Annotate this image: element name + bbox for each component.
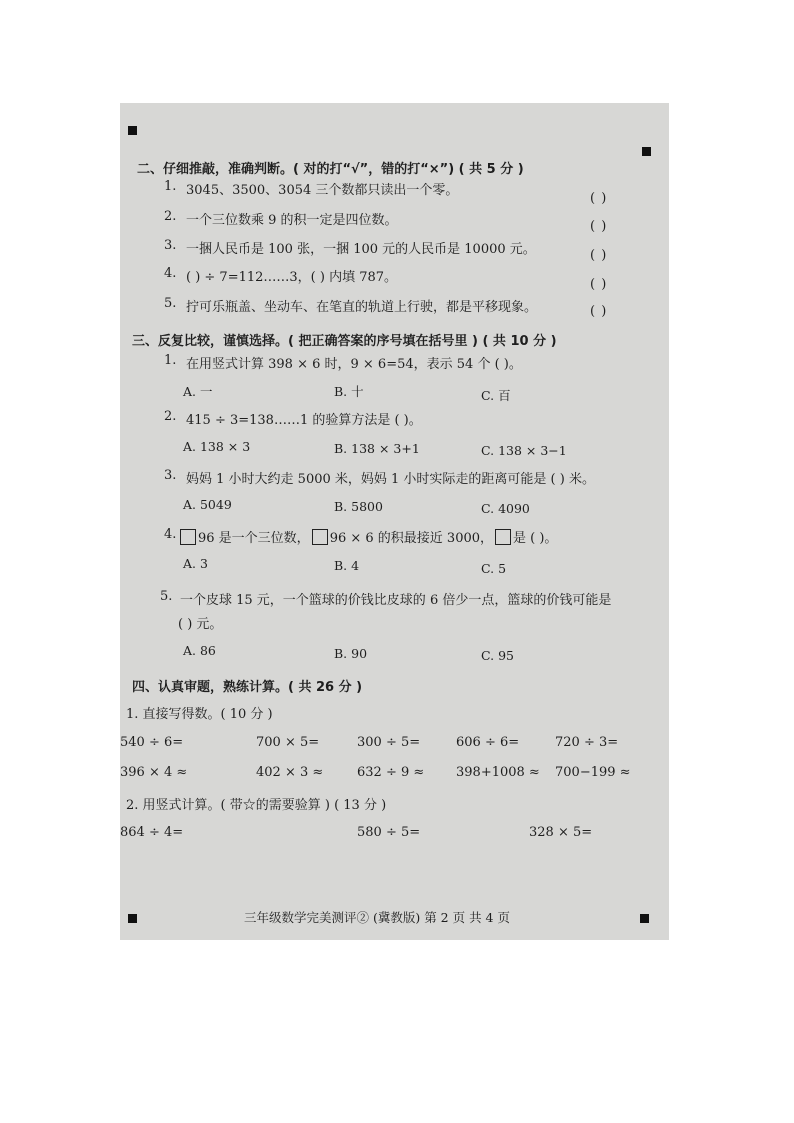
s3-q2-number: 2. xyxy=(164,409,177,424)
s2-item-text: 拧可乐瓶盖、坐动车、在笔直的轨道上行驶，都是平移现象。 xyxy=(186,300,538,315)
option-a: A. 5049 xyxy=(183,497,232,512)
s2-item-number: 1. xyxy=(164,179,177,194)
s2-item-text: 一个三位数乘 9 的积一定是四位数。 xyxy=(186,213,398,228)
calc-item: 398+1008 ≈ xyxy=(456,765,540,780)
s4-sub2: 2. 用竖式计算。( 带☆的需要验算 ) ( 13 分 ) xyxy=(126,798,387,813)
s3-q5-number: 5. xyxy=(160,589,173,604)
calc-item: 606 ÷ 6= xyxy=(456,735,520,750)
option-c: C. 5 xyxy=(481,561,507,576)
answer-parentheses[interactable]: ( ) xyxy=(590,304,608,319)
page-footer: 三年级数学完美测评② (冀教版) 第 2 页 共 4 页 xyxy=(244,910,510,925)
s3-q5-text-line2: ( ) 元。 xyxy=(178,617,223,632)
s2-item-number: 3. xyxy=(164,238,177,253)
section4-heading: 四、认真审题，熟练计算。( 共 26 分 ) xyxy=(132,680,363,695)
answer-parentheses[interactable]: ( ) xyxy=(590,277,608,292)
option-a: A. 3 xyxy=(183,556,208,571)
s3-q3-text: 妈妈 1 小时大约走 5000 米，妈妈 1 小时实际走的距离可能是 ( ) 米。 xyxy=(186,472,595,487)
calc-item: 300 ÷ 5= xyxy=(357,735,421,750)
blank-box[interactable] xyxy=(312,529,328,545)
s3-q1-text: 在用竖式计算 398 × 6 时，9 × 6=54，表示 54 个 ( )。 xyxy=(186,357,522,372)
s2-item-number: 2. xyxy=(164,209,177,224)
s4-sub1: 1. 直接写得数。( 10 分 ) xyxy=(126,707,273,722)
calc-item: 700 × 5= xyxy=(256,735,320,750)
answer-parentheses[interactable]: ( ) xyxy=(590,248,608,263)
s2-item-number: 4. xyxy=(164,266,177,281)
calc-item: 864 ÷ 4= xyxy=(120,825,184,840)
blank-box[interactable] xyxy=(495,529,511,545)
s2-item-text: ( ) ÷ 7=112……3，( ) 内填 787。 xyxy=(186,270,398,285)
calc-item: 402 × 3 ≈ xyxy=(256,765,324,780)
option-a: A. 86 xyxy=(183,643,216,658)
calc-item: 540 ÷ 6= xyxy=(120,735,184,750)
section2-heading: 二、仔细推敲，准确判断。( 对的打“√”，错的打“×”) ( 共 5 分 ) xyxy=(137,162,524,177)
option-b: B. 138 × 3+1 xyxy=(334,441,420,456)
s3-q1-number: 1. xyxy=(164,353,177,368)
option-b: B. 4 xyxy=(334,558,360,573)
s2-item-number: 5. xyxy=(164,296,177,311)
registration-mark xyxy=(128,126,137,135)
option-c: C. 4090 xyxy=(481,501,530,516)
calc-item: 396 × 4 ≈ xyxy=(120,765,188,780)
section3-heading: 三、反复比较，谨慎选择。( 把正确答案的序号填在括号里 ) ( 共 10 分 ) xyxy=(132,334,557,349)
answer-parentheses[interactable]: ( ) xyxy=(590,219,608,234)
exam-sheet xyxy=(120,103,669,940)
option-b: B. 5800 xyxy=(334,499,383,514)
s3-q3-number: 3. xyxy=(164,468,177,483)
registration-mark xyxy=(640,914,649,923)
s3-q4-text: 96 是一个三位数， 96 × 6 的积最接近 3000， 是 ( )。 xyxy=(178,527,557,546)
answer-parentheses[interactable]: ( ) xyxy=(590,191,608,206)
registration-mark xyxy=(128,914,137,923)
s3-q4-number: 4. xyxy=(164,527,177,542)
s3-q2-text: 415 ÷ 3=138……1 的验算方法是 ( )。 xyxy=(186,413,422,428)
s2-item-text: 一捆人民币是 100 张，一捆 100 元的人民币是 10000 元。 xyxy=(186,242,536,257)
calc-item: 700−199 ≈ xyxy=(555,765,631,780)
s3-q5-text: 一个皮球 15 元，一个篮球的价钱比皮球的 6 倍少一点，篮球的价钱可能是 xyxy=(180,593,612,608)
option-c: C. 95 xyxy=(481,648,514,663)
option-c: C. 百 xyxy=(481,388,511,403)
calc-item: 328 × 5= xyxy=(529,825,593,840)
option-b: B. 十 xyxy=(334,384,364,399)
blank-box[interactable] xyxy=(180,529,196,545)
s2-item-text: 3045、3500、3054 三个数都只读出一个零。 xyxy=(186,183,459,198)
calc-item: 720 ÷ 3= xyxy=(555,735,619,750)
option-a: A. 一 xyxy=(183,384,213,399)
calc-item: 632 ÷ 9 ≈ xyxy=(357,765,425,780)
calc-item: 580 ÷ 5= xyxy=(357,825,421,840)
option-b: B. 90 xyxy=(334,646,368,661)
option-a: A. 138 × 3 xyxy=(183,439,251,454)
option-c: C. 138 × 3−1 xyxy=(481,443,567,458)
registration-mark xyxy=(642,147,651,156)
